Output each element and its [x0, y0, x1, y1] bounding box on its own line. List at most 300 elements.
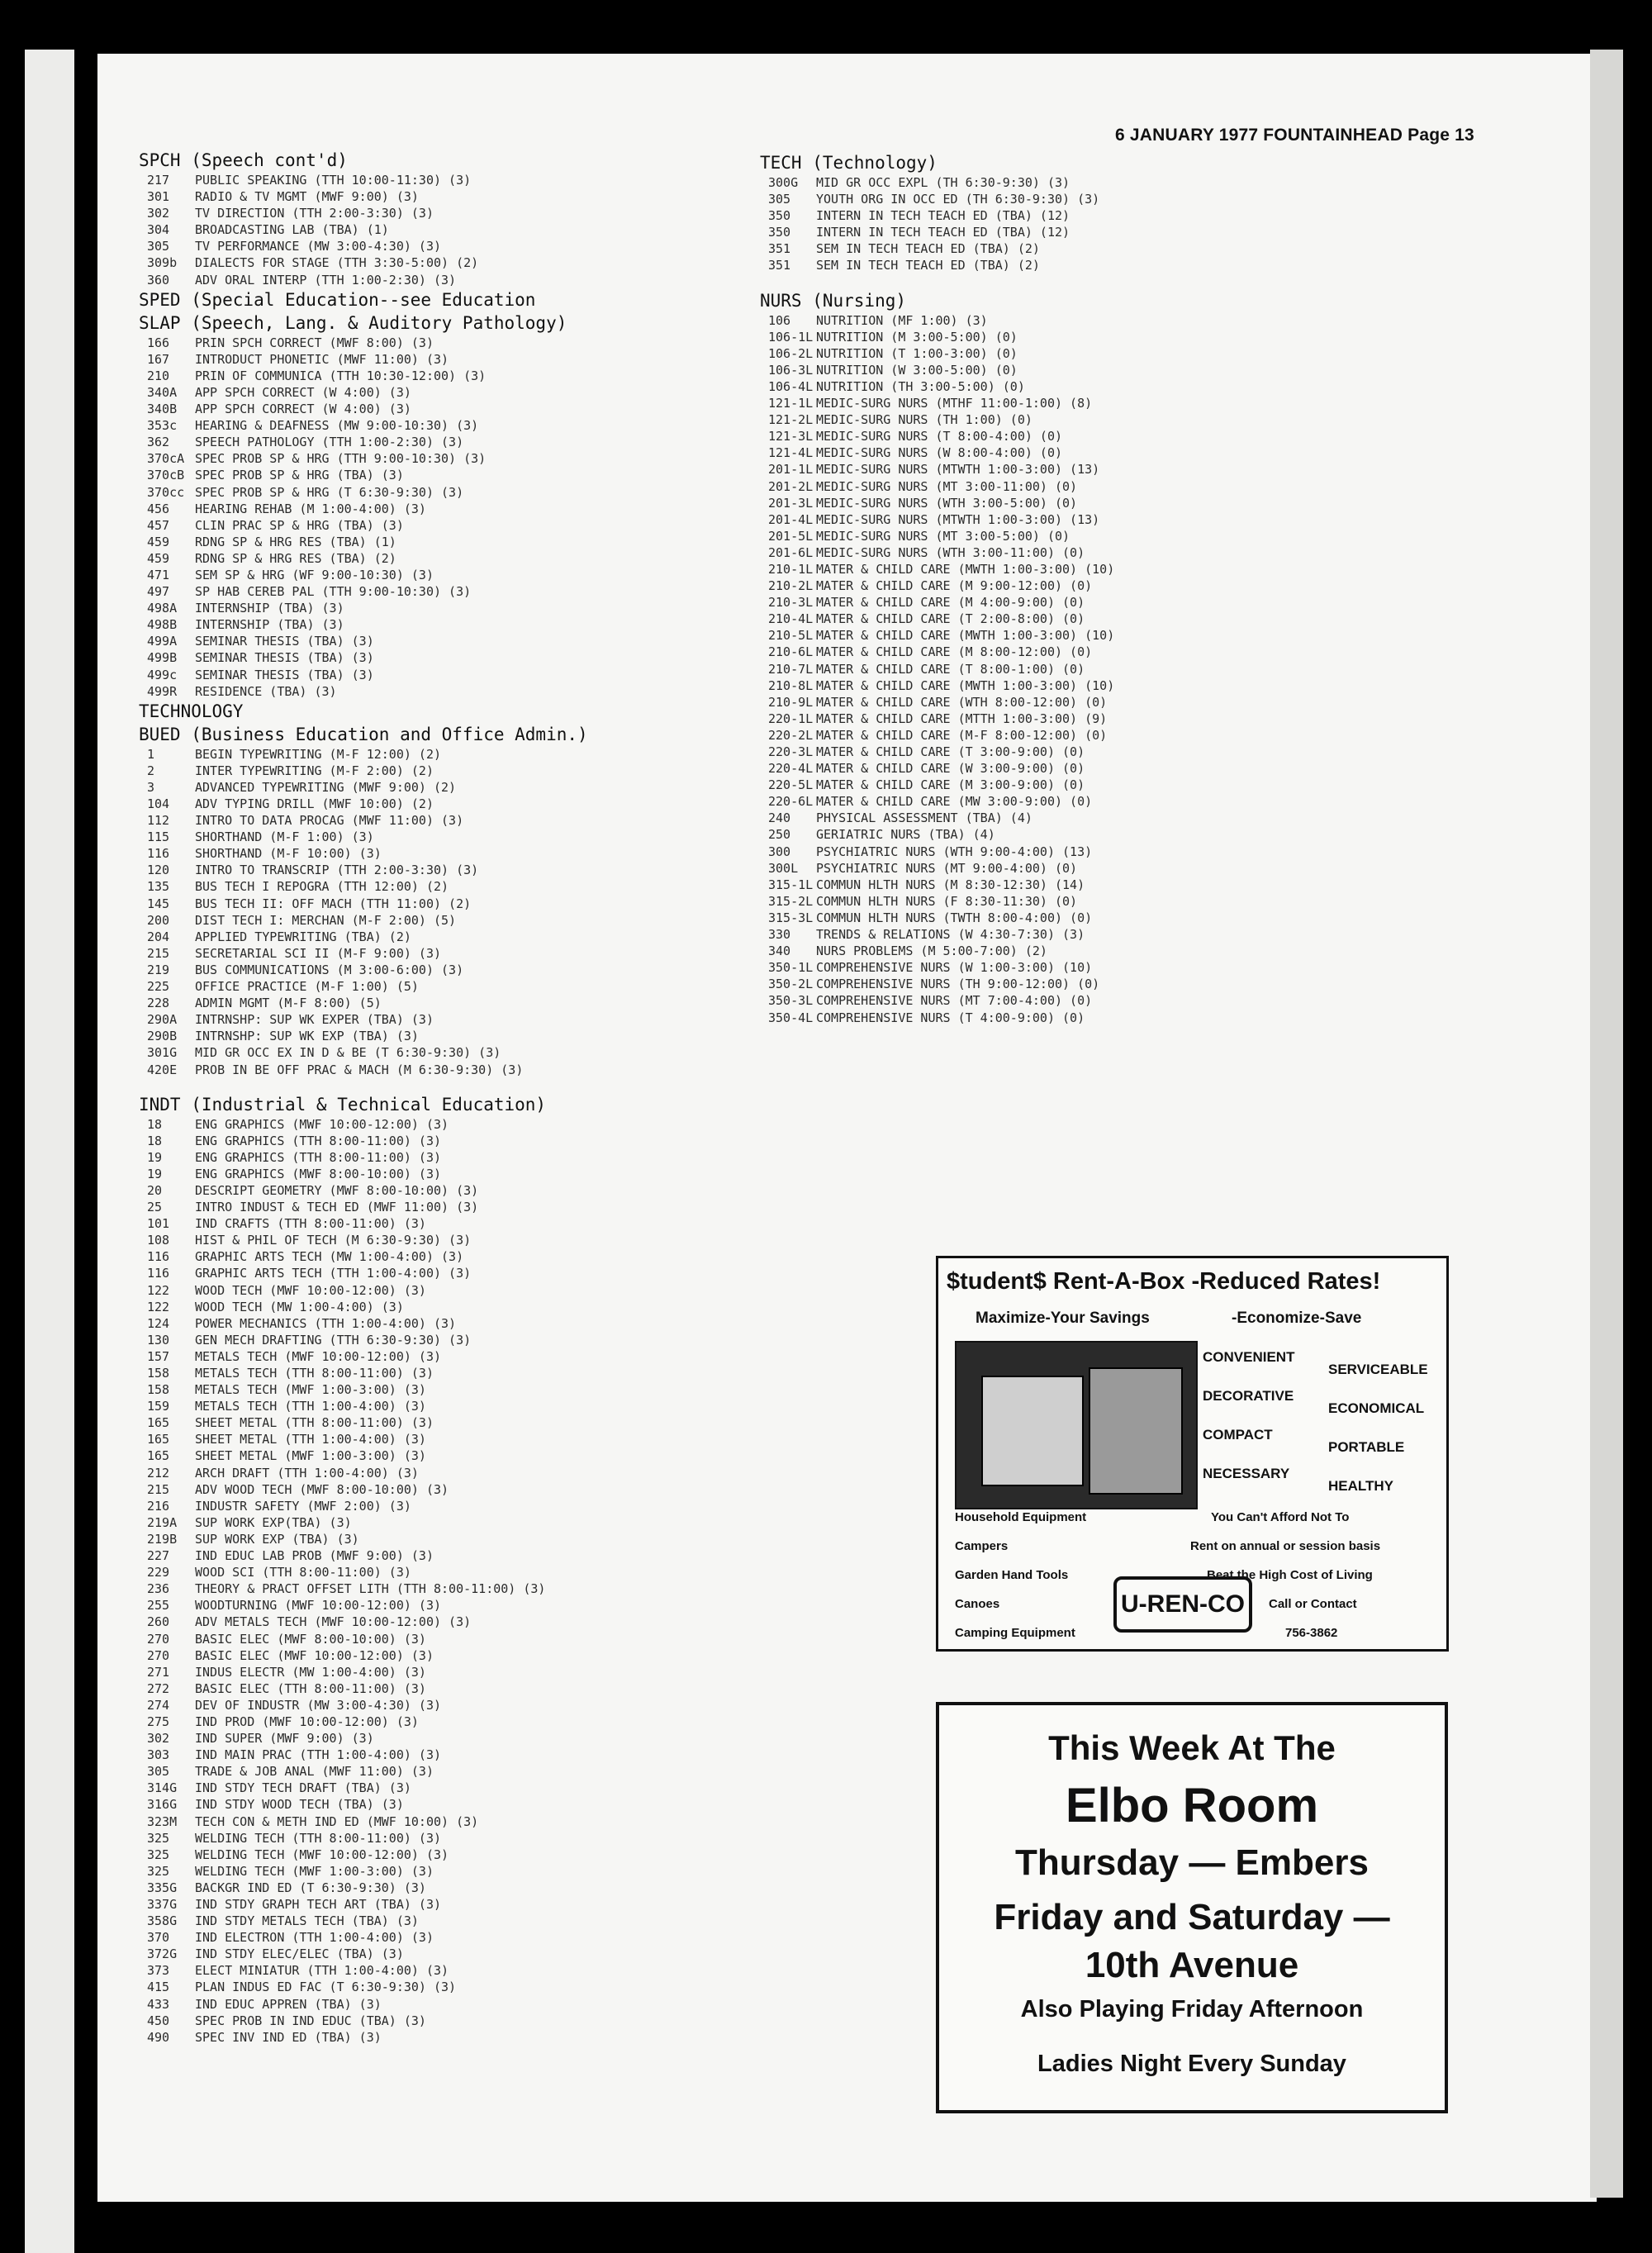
course-number: 499B	[147, 650, 178, 666]
course-row	[147, 2013, 816, 2029]
course-description: DEV OF INDUSTR (MW 3:00-4:30) (3)	[195, 1697, 442, 1713]
course-number: 274	[147, 1697, 170, 1713]
course-row	[768, 257, 1355, 273]
course-description: IND MAIN PRAC (TTH 1:00-4:00) (3)	[195, 1747, 442, 1763]
course-number: 300	[768, 844, 791, 859]
course-description: APP SPCH CORRECT (W 4:00) (3)	[195, 384, 411, 400]
course-number: 303	[147, 1747, 170, 1763]
course-row	[147, 1248, 816, 1265]
course-number: 210-9L	[768, 694, 814, 710]
course-number: 325	[147, 1863, 170, 1879]
course-description: COMPREHENSIVE NURS (W 1:00-3:00) (10)	[816, 960, 1093, 976]
course-row	[147, 254, 816, 271]
course-row	[147, 1514, 816, 1531]
elbo-friday-afternoon: Also Playing Friday Afternoon	[1020, 1996, 1364, 2022]
course-description: SPEC INV IND ED (TBA) (3)	[195, 2029, 382, 2045]
course-description: OFFICE PRACTICE (M-F 1:00) (5)	[195, 979, 419, 995]
course-row	[147, 1044, 816, 1061]
course-row	[147, 221, 816, 238]
course-description: YOUTH ORG IN OCC ED (TH 6:30-9:30) (3)	[816, 192, 1100, 207]
course-row	[147, 467, 816, 483]
course-description: IND STDY TECH DRAFT (TBA) (3)	[195, 1780, 411, 1796]
course-description: INTRO TO TRANSCRIP (TTH 2:00-3:30) (3)	[195, 863, 479, 878]
course-row	[147, 1714, 816, 1730]
course-number: 145	[147, 896, 170, 911]
masthead: 6 JANUARY 1977 FOUNTAINHEAD Page 13	[1115, 126, 1474, 145]
course-row	[147, 616, 816, 633]
course-number: 3	[147, 779, 155, 795]
course-number: 201-2L	[768, 478, 814, 494]
course-row	[768, 893, 1355, 910]
course-number: 201-5L	[768, 528, 814, 544]
section-gap	[139, 1078, 816, 1093]
course-number: 210-4L	[768, 611, 814, 627]
course-description: PROB IN BE OFF PRAC & MACH (M 6:30-9:30) (3)	[195, 1062, 524, 1077]
course-number: 301	[147, 189, 170, 205]
course-description: SHEET METAL (TTH 8:00-11:00) (3)	[195, 1415, 434, 1431]
course-number: 225	[147, 979, 170, 995]
section-heading: INDT (Industrial & Technical Education)	[139, 1094, 547, 1115]
course-description: WELDING TECH (MWF 10:00-12:00) (3)	[195, 1847, 449, 1862]
course-row	[147, 1149, 816, 1166]
course-number: 315-3L	[768, 910, 814, 925]
course-row	[768, 627, 1355, 644]
course-description: SPEC PROB SP & HRG (TTH 9:00-10:30) (3)	[195, 451, 487, 467]
course-row	[768, 844, 1355, 860]
course-description: ADV ORAL INTERP (TTH 1:00-2:30) (3)	[195, 272, 457, 288]
course-number: 106-3L	[768, 362, 814, 378]
course-row	[147, 1747, 816, 1763]
course-row	[768, 224, 1355, 240]
course-description: SECRETARIAL SCI II (M-F 9:00) (3)	[195, 945, 442, 961]
course-number: 116	[147, 1249, 170, 1265]
course-row	[147, 401, 816, 417]
course-row	[147, 683, 816, 700]
course-number: 201-1L	[768, 462, 814, 478]
course-description: INDUSTR SAFETY (MWF 2:00) (3)	[195, 1498, 411, 1514]
course-row	[768, 677, 1355, 694]
course-row	[768, 345, 1355, 362]
course-description: SEM IN TECH TEACH ED (TBA) (2)	[816, 241, 1040, 257]
course-description: THEORY & PRACT OFFSET LITH (TTH 8:00-11:00) (3)	[195, 1581, 546, 1597]
course-number: 275	[147, 1714, 170, 1729]
course-row	[147, 912, 816, 929]
course-number: 362	[147, 435, 170, 450]
course-row	[147, 1913, 816, 1929]
section-heading: TECHNOLOGY	[139, 701, 244, 721]
course-row	[768, 877, 1355, 893]
course-row	[147, 1166, 816, 1182]
course-number: 433	[147, 1996, 170, 2012]
course-description: METALS TECH (MWF 10:00-12:00) (3)	[195, 1348, 442, 1364]
course-description: SUP WORK EXP(TBA) (3)	[195, 1514, 352, 1530]
course-row	[147, 1011, 816, 1028]
course-description: PUBLIC SPEAKING (TTH 10:00-11:30) (3)	[195, 173, 472, 188]
course-number: 323M	[147, 1813, 178, 1829]
course-description: ADMIN MGMT (M-F 8:00) (5)	[195, 996, 382, 1011]
course-number: 250	[768, 827, 791, 843]
course-number: 201-4L	[768, 511, 814, 527]
course-row	[768, 910, 1355, 926]
course-number: 220-6L	[768, 794, 814, 810]
course-number: 340B	[147, 402, 178, 417]
course-description: CLIN PRAC SP & HRG (TBA) (3)	[195, 517, 404, 533]
course-number: 315-1L	[768, 877, 814, 892]
course-number: 272	[147, 1680, 170, 1696]
course-row	[147, 746, 816, 763]
course-description: MEDIC-SURG NURS (TH 1:00) (0)	[816, 412, 1032, 428]
course-description: WOODTURNING (MWF 10:00-12:00) (3)	[195, 1598, 442, 1614]
course-description: WELDING TECH (MWF 1:00-3:00) (3)	[195, 1863, 434, 1879]
course-description: MATER & CHILD CARE (MWTH 1:00-3:00) (10)	[816, 677, 1115, 693]
course-description: PSYCHIATRIC NURS (WTH 9:00-4:00) (13)	[816, 844, 1093, 859]
course-description: INDUS ELECTR (MW 1:00-4:00) (3)	[195, 1664, 426, 1680]
course-description: TECH CON & METH IND ED (MWF 10:00) (3)	[195, 1813, 479, 1829]
course-row	[768, 362, 1355, 378]
tagline-rent-basis: Rent on annual or session basis	[1190, 1539, 1381, 1553]
course-description: PLAN INDUS ED FAC (T 6:30-9:30) (3)	[195, 1980, 457, 1995]
course-description: GRAPHIC ARTS TECH (TTH 1:00-4:00) (3)	[195, 1266, 472, 1281]
course-row	[147, 878, 816, 895]
course-description: PRIN OF COMMUNICA (TTH 10:30-12:00) (3)	[195, 368, 487, 383]
course-number: 305	[768, 192, 791, 207]
course-number: 325	[147, 1847, 170, 1862]
course-row	[147, 1414, 816, 1431]
course-row	[768, 395, 1355, 411]
course-description: GEN MECH DRAFTING (TTH 6:30-9:30) (3)	[195, 1332, 472, 1348]
course-row	[147, 1763, 816, 1780]
course-number: 157	[147, 1348, 170, 1364]
course-number: 104	[147, 796, 170, 811]
course-row	[147, 1580, 816, 1597]
course-description: COMPREHENSIVE NURS (T 4:00-9:00) (0)	[816, 1010, 1085, 1025]
feature-serviceable: SERVICEABLE	[1328, 1362, 1428, 1377]
course-number: 240	[768, 810, 791, 826]
course-row	[147, 1631, 816, 1647]
course-row	[147, 1481, 816, 1498]
course-row	[147, 649, 816, 666]
course-row	[768, 943, 1355, 959]
course-row	[147, 1447, 816, 1464]
course-number: 498A	[147, 601, 178, 616]
course-number: 210-5L	[768, 628, 814, 644]
course-row	[147, 1929, 816, 1946]
course-row	[768, 495, 1355, 511]
course-row	[147, 633, 816, 649]
course-number: 499R	[147, 683, 178, 699]
course-row	[147, 368, 816, 384]
course-number: 101	[147, 1216, 170, 1232]
course-number: 351	[768, 258, 791, 273]
course-number: 227	[147, 1548, 170, 1564]
course-description: MATER & CHILD CARE (T 8:00-1:00) (0)	[816, 661, 1085, 677]
course-number: 220-3L	[768, 744, 814, 759]
course-description: GERIATRIC NURS (TBA) (4)	[816, 827, 995, 843]
course-number: 106-2L	[768, 345, 814, 361]
course-row	[147, 335, 816, 351]
course-row	[768, 992, 1355, 1009]
course-number: 309b	[147, 255, 178, 271]
course-number: 351	[768, 241, 791, 257]
course-row	[147, 1996, 816, 2013]
course-description: SEM SP & HRG (WF 9:00-10:30) (3)	[195, 567, 434, 582]
course-row	[768, 793, 1355, 810]
course-description: NUTRITION (W 3:00-5:00) (0)	[816, 362, 1018, 378]
course-row	[147, 1199, 816, 1215]
course-number: 158	[147, 1366, 170, 1381]
course-number: 116	[147, 846, 170, 862]
course-row	[147, 862, 816, 878]
feature-compact: COMPACT	[1203, 1427, 1273, 1443]
course-row	[147, 1780, 816, 1796]
course-description: SEMINAR THESIS (TBA) (3)	[195, 650, 374, 666]
course-number: 135	[147, 879, 170, 895]
course-description: SUP WORK EXP (TBA) (3)	[195, 1531, 359, 1547]
course-description: TV DIRECTION (TTH 2:00-3:30) (3)	[195, 206, 434, 221]
course-row	[147, 1946, 816, 1962]
course-description: ELECT MINIATUR (TTH 1:00-4:00) (3)	[195, 1963, 449, 1979]
course-description: MEDIC-SURG NURS (MT 3:00-11:00) (0)	[816, 478, 1078, 494]
course-row	[147, 517, 816, 534]
course-row	[768, 810, 1355, 826]
course-number: 159	[147, 1399, 170, 1414]
course-number: 115	[147, 829, 170, 845]
section-heading: SPED (Special Education--see Education	[139, 289, 536, 310]
course-number: 165	[147, 1448, 170, 1464]
course-row	[768, 578, 1355, 594]
course-row	[147, 2029, 816, 2046]
course-number: 350-1L	[768, 960, 814, 976]
course-number: 20	[147, 1182, 163, 1198]
course-number: 201-6L	[768, 544, 814, 560]
section-heading: BUED (Business Education and Office Admin.)	[139, 724, 588, 744]
course-row	[147, 450, 816, 467]
course-description: MEDIC-SURG NURS (WTH 3:00-5:00) (0)	[816, 495, 1078, 511]
course-row	[147, 351, 816, 368]
course-row	[147, 272, 816, 288]
feature-economical: ECONOMICAL	[1328, 1400, 1425, 1416]
tagline-afford: You Can't Afford Not To	[1211, 1510, 1350, 1524]
course-description: ADVANCED TYPEWRITING (MWF 9:00) (2)	[195, 779, 457, 795]
course-number: 166	[147, 335, 170, 350]
course-description: MATER & CHILD CARE (M-F 8:00-12:00) (0)	[816, 727, 1108, 743]
course-row	[147, 484, 816, 501]
course-number: 415	[147, 1980, 170, 1995]
course-description: IND EDUC APPREN (TBA) (3)	[195, 1996, 382, 2012]
course-description: HEARING REHAB (M 1:00-4:00) (3)	[195, 501, 426, 516]
course-row	[768, 174, 1355, 191]
course-description: MATER & CHILD CARE (M 4:00-9:00) (0)	[816, 595, 1085, 611]
course-number: 124	[147, 1315, 170, 1331]
course-number: 19	[147, 1166, 163, 1181]
elbo-room-name: Elbo Room	[1065, 1779, 1319, 1832]
course-row	[147, 1664, 816, 1680]
course-description: MATER & CHILD CARE (MW 3:00-9:00) (0)	[816, 794, 1093, 810]
course-description: TV PERFORMANCE (MW 3:00-4:30) (3)	[195, 239, 442, 254]
feature-decorative: DECORATIVE	[1203, 1388, 1294, 1404]
course-row	[768, 727, 1355, 744]
course-description: TRENDS & RELATIONS (W 4:30-7:30) (3)	[816, 927, 1085, 943]
course-number: 200	[147, 912, 170, 928]
course-description: SP HAB CEREB PAL (TTH 9:00-10:30) (3)	[195, 584, 472, 600]
course-row	[147, 1348, 816, 1365]
course-row	[768, 478, 1355, 495]
course-row	[147, 1332, 816, 1348]
course-number: 228	[147, 996, 170, 1011]
course-number: 165	[147, 1415, 170, 1431]
course-number: 290B	[147, 1029, 178, 1044]
course-row	[147, 1979, 816, 1995]
course-number: 350-3L	[768, 993, 814, 1009]
course-description: ENG GRAPHICS (MWF 10:00-12:00) (3)	[195, 1116, 449, 1132]
feature-convenient: CONVENIENT	[1203, 1349, 1295, 1365]
course-description: RADIO & TV MGMT (MWF 9:00) (3)	[195, 189, 419, 205]
course-description: BUS TECH II: OFF MACH (TTH 11:00) (2)	[195, 896, 472, 911]
course-description: IND STDY GRAPH TECH ART (TBA) (3)	[195, 1897, 442, 1912]
course-description: APP SPCH CORRECT (W 4:00) (3)	[195, 402, 411, 417]
course-description: IND CRAFTS (TTH 8:00-11:00) (3)	[195, 1216, 426, 1232]
course-description: INTRO TO DATA PROCAG (MWF 11:00) (3)	[195, 813, 464, 829]
course-row	[147, 1680, 816, 1697]
course-number: 350-2L	[768, 977, 814, 992]
course-number: 255	[147, 1598, 170, 1614]
course-number: 315-2L	[768, 893, 814, 909]
course-number: 210-7L	[768, 661, 814, 677]
course-number: 108	[147, 1233, 170, 1248]
course-row	[768, 611, 1355, 627]
course-row	[768, 528, 1355, 544]
course-row	[768, 411, 1355, 428]
course-description: ADV WOOD TECH (MWF 8:00-10:00) (3)	[195, 1481, 449, 1497]
course-description: IND STDY WOOD TECH (TBA) (3)	[195, 1797, 404, 1813]
course-description: SEMINAR THESIS (TBA) (3)	[195, 634, 374, 649]
course-number: 499c	[147, 667, 178, 682]
course-number: 116	[147, 1266, 170, 1281]
section-heading: SPCH (Speech cont'd)	[139, 150, 348, 170]
course-row	[147, 1062, 816, 1078]
fridge-door	[1089, 1367, 1183, 1495]
course-description: BASIC ELEC (MWF 8:00-10:00) (3)	[195, 1631, 426, 1647]
course-description: HIST & PHIL OF TECH (M 6:30-9:30) (3)	[195, 1233, 472, 1248]
course-description: MEDIC-SURG NURS (WTH 3:00-11:00) (0)	[816, 544, 1085, 560]
elbo-thursday: Thursday — Embers	[1015, 1842, 1369, 1883]
course-description: ENG GRAPHICS (TTH 8:00-11:00) (3)	[195, 1149, 442, 1165]
course-description: MEDIC-SURG NURS (T 8:00-4:00) (0)	[816, 429, 1063, 444]
course-number: 350	[768, 208, 791, 224]
course-row	[147, 188, 816, 205]
course-row	[768, 544, 1355, 561]
course-description: BUS TECH I REPOGRA (TTH 12:00) (2)	[195, 879, 449, 895]
course-number: 314G	[147, 1780, 178, 1796]
course-number: 290A	[147, 1012, 178, 1028]
course-description: COMPREHENSIVE NURS (MT 7:00-4:00) (0)	[816, 993, 1093, 1009]
course-description: NUTRITION (T 1:00-3:00) (0)	[816, 345, 1018, 361]
course-row	[147, 812, 816, 829]
course-number: 337G	[147, 1897, 178, 1912]
course-list	[147, 1116, 816, 2046]
course-number: 210-6L	[768, 644, 814, 660]
list-garden-tools: Garden Hand Tools	[955, 1568, 1069, 1582]
course-list	[768, 174, 1355, 274]
course-description: BASIC ELEC (TTH 8:00-11:00) (3)	[195, 1680, 426, 1696]
tagline-contact: Call or Contact	[1269, 1597, 1357, 1611]
course-number: 340A	[147, 384, 178, 400]
course-list	[768, 312, 1355, 1026]
list-canoes: Canoes	[955, 1597, 1000, 1611]
course-row	[768, 511, 1355, 528]
course-description: SHEET METAL (TTH 1:00-4:00) (3)	[195, 1432, 426, 1447]
course-description: IND EDUC LAB PROB (MWF 9:00) (3)	[195, 1548, 434, 1564]
course-description: METALS TECH (TTH 1:00-4:00) (3)	[195, 1399, 426, 1414]
course-number: 260	[147, 1614, 170, 1630]
course-description: MEDIC-SURG NURS (MTWTH 1:00-3:00) (13)	[816, 511, 1100, 527]
course-row	[768, 1010, 1355, 1026]
course-number: 219A	[147, 1514, 178, 1530]
course-description: BEGIN TYPEWRITING (M-F 12:00) (2)	[195, 746, 442, 762]
course-number: 18	[147, 1133, 163, 1148]
course-row	[147, 1265, 816, 1281]
course-number: 120	[147, 863, 170, 878]
course-description: BROADCASTING LAB (TBA) (1)	[195, 222, 389, 238]
course-number: 456	[147, 501, 170, 516]
list-camping-equipment: Camping Equipment	[955, 1626, 1075, 1640]
course-row	[768, 959, 1355, 976]
course-number: 106-4L	[768, 378, 814, 394]
elbo-line-this-week: This Week At The	[1048, 1728, 1336, 1767]
course-row	[768, 694, 1355, 711]
course-row	[768, 976, 1355, 992]
ad-title: $tudent$ Rent-A-Box -Reduced Rates!	[947, 1268, 1381, 1295]
rent-a-box-ad	[936, 1256, 1449, 1652]
course-description: SEMINAR THESIS (TBA) (3)	[195, 667, 374, 682]
course-row	[147, 896, 816, 912]
course-row	[147, 1299, 816, 1315]
course-number: 300G	[768, 175, 799, 190]
course-number: 106	[768, 312, 791, 328]
course-description: MATER & CHILD CARE (WTH 8:00-12:00) (0)	[816, 694, 1108, 710]
course-number: 457	[147, 517, 170, 533]
course-description: PSYCHIATRIC NURS (MT 9:00-4:00) (0)	[816, 860, 1078, 876]
course-list	[147, 746, 816, 1078]
course-row	[147, 1962, 816, 1979]
course-description: BASIC ELEC (MWF 10:00-12:00) (3)	[195, 1647, 434, 1663]
course-description: WELDING TECH (TTH 8:00-11:00) (3)	[195, 1830, 442, 1846]
course-row	[147, 384, 816, 401]
course-number: 210-1L	[768, 561, 814, 577]
course-row	[147, 1847, 816, 1863]
course-row	[768, 240, 1355, 257]
adjacent-page-edge	[25, 50, 74, 2253]
course-row	[147, 501, 816, 517]
course-description: COMMUN HLTH NURS (TWTH 8:00-4:00) (0)	[816, 910, 1093, 925]
course-description: INTRNSHP: SUP WK EXPER (TBA) (3)	[195, 1012, 434, 1028]
course-description: SHORTHAND (M-F 1:00) (3)	[195, 829, 374, 845]
course-description: RESIDENCE (TBA) (3)	[195, 683, 337, 699]
course-number: 216	[147, 1498, 170, 1514]
course-row	[147, 1896, 816, 1913]
course-description: INTRODUCT PHONETIC (MWF 11:00) (3)	[195, 351, 449, 367]
course-number: 360	[147, 272, 170, 288]
course-description: DIST TECH I: MERCHAN (M-F 2:00) (5)	[195, 912, 457, 928]
course-number: 122	[147, 1299, 170, 1314]
course-number: 158	[147, 1382, 170, 1398]
course-row	[768, 329, 1355, 345]
course-description: BUS COMMUNICATIONS (M 3:00-6:00) (3)	[195, 962, 464, 977]
course-row	[147, 1498, 816, 1514]
course-row	[768, 378, 1355, 395]
course-description: WOOD SCI (TTH 8:00-11:00) (3)	[195, 1565, 411, 1580]
u-ren-co-logo: U-REN-CO	[1113, 1576, 1252, 1633]
